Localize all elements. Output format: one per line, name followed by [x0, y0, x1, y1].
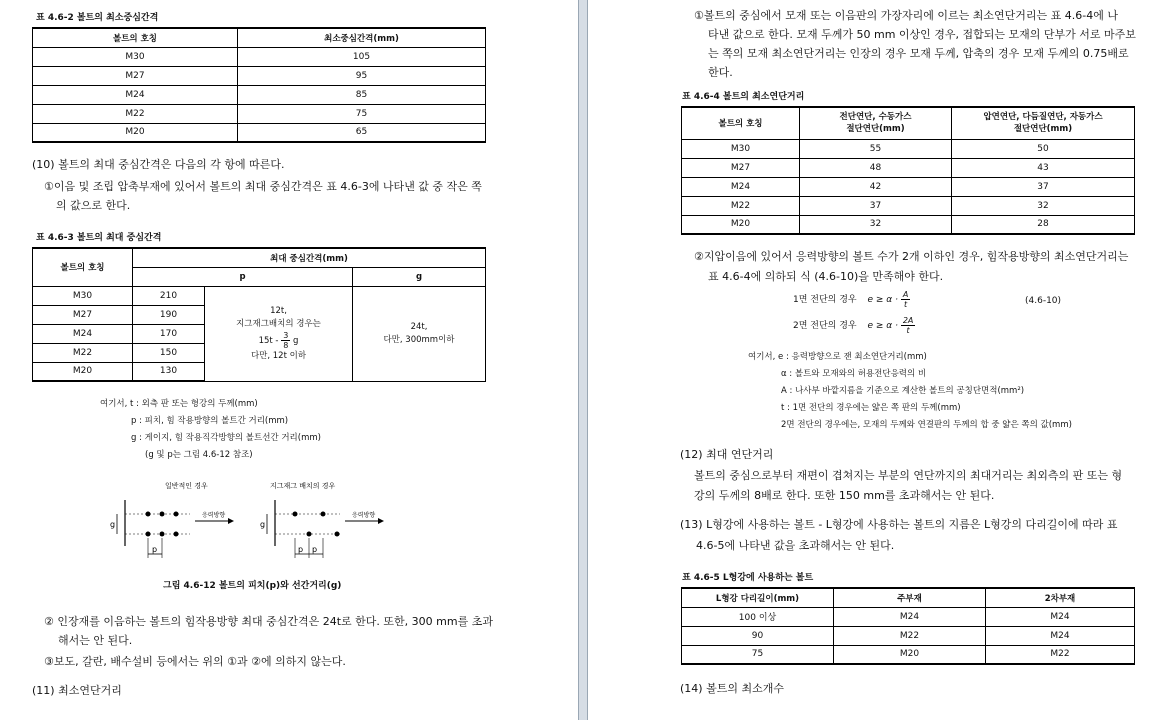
- table-row: [682, 158, 1135, 177]
- table-header: 2차부재: [986, 588, 1135, 607]
- table-row: [33, 85, 486, 104]
- paragraph-13-line1: (13) L형강에 사용하는 볼트 - L형강에 사용하는 볼트의 지름은 L형강의 다리길이에 따라 표: [680, 518, 1118, 531]
- table-cell: 43: [952, 158, 1135, 177]
- table-cell: M24: [33, 324, 133, 343]
- table-cell: M22: [682, 196, 800, 215]
- table-4-6-2-caption: 표 4.6-2 볼트의 최소중심간격: [36, 13, 159, 23]
- paragraph-12-line1: 볼트의 중심으로부터 재편이 겹쳐지는 부분의 연단까지의 최대거리는 최외측의 판 또는 형: [694, 469, 1123, 482]
- table-row: [682, 139, 1135, 158]
- document-page-left: [0, 0, 578, 720]
- equation-lhs: e ≥ α ·: [867, 321, 898, 331]
- table-cell: 85: [238, 85, 486, 104]
- table-header: 볼트의 호칭: [33, 28, 238, 47]
- table-cell: 105: [238, 47, 486, 66]
- bolt-dot: [321, 512, 326, 517]
- table-cell: M22: [834, 626, 986, 645]
- eq-legend-line: t : 1면 전단의 경우에는 얇은 쪽 판의 두께(mm): [781, 403, 961, 413]
- table-cell: M22: [986, 645, 1135, 664]
- header-line: 절단연단(mm): [846, 124, 905, 135]
- fig-g-label: g: [110, 520, 116, 529]
- fig-p-label: p: [152, 545, 158, 554]
- table-cell: M22: [33, 343, 133, 362]
- table-cell: 210: [133, 286, 205, 305]
- table-cell: 37: [952, 177, 1135, 196]
- table-header: [800, 107, 952, 139]
- bolt-dot: [146, 532, 151, 537]
- fig-left-plate: [110, 500, 234, 558]
- table-cell: 37: [800, 196, 952, 215]
- fig-g-label: g: [260, 520, 266, 529]
- table-row: [682, 215, 1135, 234]
- table-header: 볼트의 호칭: [33, 248, 133, 286]
- table-cell: 50: [952, 139, 1135, 158]
- paragraph-10-item1-line2: 의 값으로 한다.: [56, 199, 131, 212]
- formula-fraction: [281, 331, 290, 350]
- table-cell: M24: [986, 607, 1135, 626]
- fraction-numerator: A: [902, 290, 909, 299]
- eq-legend-line: 2면 전단의 경우에는, 모재의 두께와 연결판의 두께의 합 중 얇은 쪽의 값(mm): [781, 420, 1072, 430]
- eq-legend-line: A : 나사부 바깥지름을 기준으로 계산한 볼트의 공칭단면적(mm²): [781, 386, 1025, 396]
- fig-label-left: 일반적인 경우: [165, 482, 208, 490]
- table-row: [33, 286, 486, 305]
- table-cell: 55: [800, 139, 952, 158]
- paragraph-10-item1-line1: ①이음 및 조립 압축부재에 있어서 볼트의 최대 중심간격은 표 4.6-3에 나타낸 값 중 작은 쪽: [44, 180, 482, 193]
- fig-stress-label: 응력방향: [352, 512, 376, 519]
- p-note-formula: [205, 331, 352, 350]
- paragraph-12-line2: 강의 두께의 8배로 한다. 또한 150 mm를 초과해서는 안 된다.: [694, 489, 995, 502]
- table-cell: M20: [33, 123, 238, 142]
- table-row: [682, 645, 1135, 664]
- page-divider-scrollbar[interactable]: [578, 0, 588, 720]
- table-header: g: [353, 267, 486, 286]
- table-row: [33, 47, 486, 66]
- g-note-line: 다만, 300mm이하: [383, 334, 455, 345]
- header-line: 전단연단, 수동가스: [839, 112, 912, 123]
- table-cell: M24: [682, 177, 800, 196]
- table-cell: M30: [33, 286, 133, 305]
- table-cell: 190: [133, 305, 205, 324]
- figure-4-6-12: [110, 478, 410, 578]
- paragraph-13-line2: 4.6-5에 나타낸 값을 초과해서는 안 된다.: [696, 539, 895, 552]
- fraction-numerator: 2A: [902, 316, 914, 325]
- table-cell: M24: [834, 607, 986, 626]
- bolt-dot: [174, 532, 179, 537]
- table-header: L형강 다리길이(mm): [682, 588, 834, 607]
- table-4-6-3: [32, 247, 486, 382]
- table-4-6-2: [32, 27, 486, 143]
- equation-4-6-10-line2: [793, 316, 915, 335]
- paragraph-14: (14) 볼트의 최소개수: [680, 682, 784, 695]
- paragraph-item2-line1: ② 인장재를 이음하는 볼트의 힘작용방향 최대 중심간격은 24t로 한다. 또한, 300 mm를 초과: [44, 615, 493, 628]
- paragraph-item1-line3: 는 쪽의 모재 최소연단거리는 인장의 경우 모재 두께, 압축의 경우 모재 두께의 0.75배로: [708, 47, 1129, 60]
- bolt-dot: [160, 512, 165, 517]
- table-cell: M24: [986, 626, 1135, 645]
- paragraph-item2-line1: ②지압이음에 있어서 응력방향의 볼트 수가 2개 이하인 경우, 힘작용방향의 최소연단거리는: [694, 250, 1129, 263]
- bolt-dot: [335, 532, 340, 537]
- legend-line: g : 게이지, 힘 작용직각방향의 볼트선간 거리(mm): [131, 433, 321, 443]
- table-cell: 75: [682, 645, 834, 664]
- header-line: 압연연단, 다듬질연단, 자동가스: [983, 112, 1103, 123]
- table-cell: M30: [33, 47, 238, 66]
- table-cell: M27: [33, 66, 238, 85]
- table-4-6-3-caption: 표 4.6-3 볼트의 최대 중심간격: [36, 233, 162, 243]
- table-4-6-4-caption: 표 4.6-4 볼트의 최소연단거리: [682, 92, 805, 102]
- eq-legend-line: 여기서, e : 응력방향으로 잰 최소연단거리(mm): [748, 352, 927, 362]
- table-header: [952, 107, 1135, 139]
- equation-lhs: e ≥ α ·: [867, 295, 898, 305]
- paragraph-item2-line2: 표 4.6-4에 의하되 식 (4.6-10)을 만족해야 한다.: [708, 270, 944, 283]
- paragraph-12: (12) 최대 연단거리: [680, 448, 774, 461]
- fig-stress-label: 응력방향: [202, 512, 226, 519]
- fraction-denominator: 8: [283, 340, 289, 350]
- equation-fraction: [901, 290, 910, 309]
- table-row: [682, 177, 1135, 196]
- table-cell: 28: [952, 215, 1135, 234]
- g-note-line: 24t,: [410, 321, 428, 332]
- table-row: [33, 123, 486, 142]
- table-row: [682, 196, 1135, 215]
- table-cell: M20: [33, 362, 133, 381]
- table-cell: 48: [800, 158, 952, 177]
- table-cell: M22: [33, 104, 238, 123]
- bolt-dot: [146, 512, 151, 517]
- p-note-line: 지그재그배치의 경우는: [236, 318, 321, 329]
- bolt-dot: [160, 532, 165, 537]
- table-cell: 100 이상: [682, 607, 834, 626]
- paragraph-item1-line4: 한다.: [708, 66, 733, 79]
- fig-right-plate: [260, 500, 384, 558]
- equation-number: (4.6-10): [1025, 296, 1062, 306]
- table-header: 최소중심간격(mm): [238, 28, 486, 47]
- table-cell: M20: [682, 215, 800, 234]
- table-cell: 65: [238, 123, 486, 142]
- fig-label-right: 지그재그 배치의 경우: [270, 482, 336, 490]
- paragraph-11: (11) 최소연단거리: [32, 684, 122, 697]
- document-page-right: [588, 0, 1166, 720]
- table-cell: 32: [952, 196, 1135, 215]
- table-cell: M20: [834, 645, 986, 664]
- paragraph-item1-line1: ①볼트의 중심에서 모재 또는 이음판의 가장자리에 이르는 최소연단거리는 표 4.6-4에 나: [694, 9, 1118, 22]
- table-cell: 32: [800, 215, 952, 234]
- table-header: 주부재: [834, 588, 986, 607]
- legend-line: 여기서, t : 외측 판 또는 형강의 두께(mm): [100, 399, 258, 409]
- equation-fraction: [901, 316, 916, 335]
- table-row: [33, 104, 486, 123]
- table-cell: M30: [682, 139, 800, 158]
- equation-4-6-10-line1: [793, 290, 910, 309]
- table-row: [682, 607, 1135, 626]
- formula-part: 15t -: [258, 335, 279, 346]
- table-header: p: [133, 267, 353, 286]
- figure-4-6-12-caption: 그림 4.6-12 볼트의 피치(p)와 선간거리(g): [163, 581, 342, 591]
- table-cell: 170: [133, 324, 205, 343]
- p-note-line: 다만, 12t 이하: [250, 350, 307, 361]
- bolt-dot: [293, 512, 298, 517]
- table-header: 최대 중심간격(mm): [133, 248, 486, 267]
- paragraph-item2-line2: 해서는 안 된다.: [58, 634, 133, 647]
- bolt-dot: [307, 532, 312, 537]
- table-cell: 75: [238, 104, 486, 123]
- legend-line: p : 피치, 힘 작용방향의 볼트간 거리(mm): [131, 416, 289, 426]
- g-note-cell: [353, 286, 486, 381]
- table-header: 볼트의 호칭: [682, 107, 800, 139]
- table-cell: M27: [682, 158, 800, 177]
- p-note-cell: [205, 286, 353, 381]
- table-cell: 95: [238, 66, 486, 85]
- bolt-dot: [174, 512, 179, 517]
- table-4-6-5: [681, 587, 1135, 665]
- table-4-6-5-caption: 표 4.6-5 L형강에 사용하는 볼트: [682, 573, 814, 583]
- fig-p-label: p: [312, 545, 318, 554]
- paragraph-item1-line2: 타낸 값으로 한다. 모재 두께가 50 mm 이상인 경우, 접합되는 모재의 단부가 서로 마주보: [708, 28, 1136, 41]
- paragraph-item3: ③보도, 갈란, 배수설비 등에서는 위의 ①과 ②에 의하지 않는다.: [44, 655, 346, 668]
- equation-label: 2면 전단의 경우: [793, 321, 857, 331]
- paragraph-10: (10) 볼트의 최대 중심간격은 다음의 각 항에 따른다.: [32, 158, 285, 171]
- header-line: 절단연단(mm): [1013, 124, 1073, 135]
- table-cell: M27: [33, 305, 133, 324]
- formula-part: g: [293, 335, 299, 346]
- table-cell: 130: [133, 362, 205, 381]
- equation-label: 1면 전단의 경우: [793, 295, 857, 305]
- table-4-6-4: [681, 106, 1135, 235]
- table-cell: M24: [33, 85, 238, 104]
- table-row: [33, 66, 486, 85]
- table-cell: 42: [800, 177, 952, 196]
- p-note-line: 12t,: [270, 305, 287, 316]
- legend-line: (g 및 p는 그림 4.6-12 참조): [145, 450, 253, 460]
- table-cell: 90: [682, 626, 834, 645]
- fraction-denominator: t: [904, 300, 908, 309]
- table-row: [682, 626, 1135, 645]
- fraction-denominator: t: [906, 326, 910, 335]
- eq-legend-line: α : 볼트와 모재와의 허용전단응력의 비: [781, 369, 927, 379]
- fraction-numerator: 3: [283, 330, 289, 340]
- fig-p-label: p: [298, 545, 304, 554]
- table-cell: 150: [133, 343, 205, 362]
